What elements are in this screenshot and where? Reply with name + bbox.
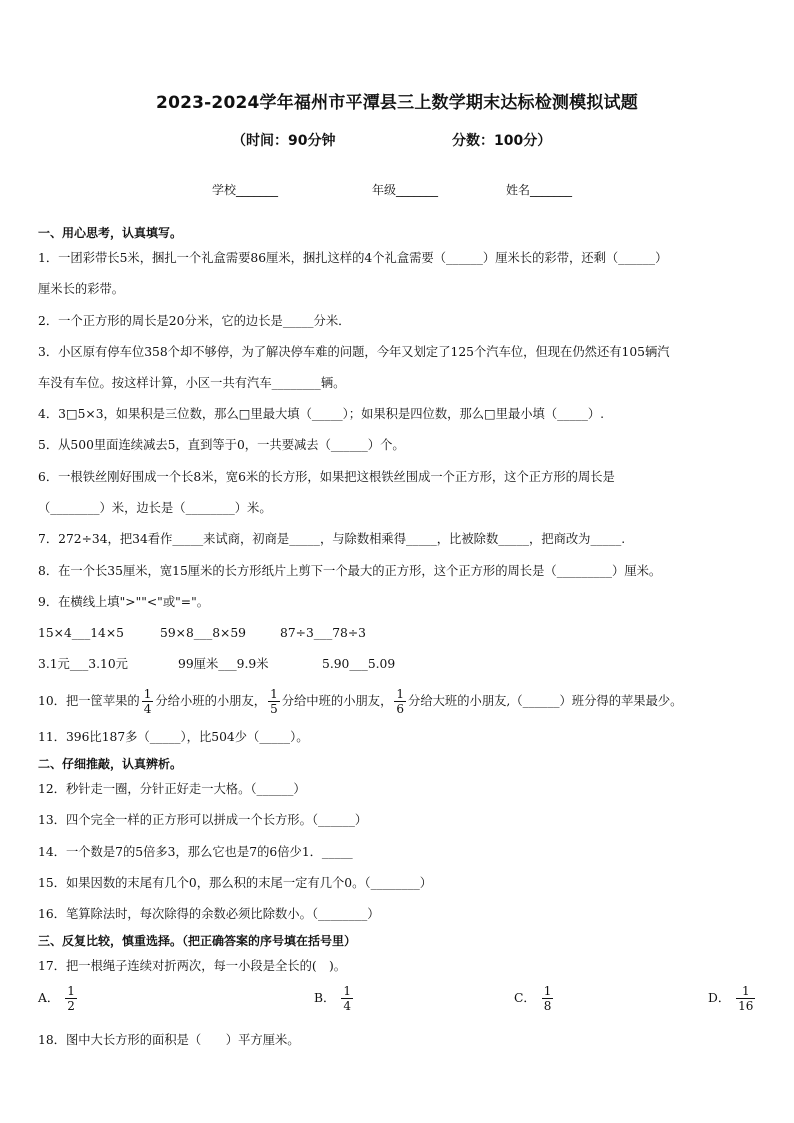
- question-16: 16．笔算除法时，每次除得的余数必须比除数小。（________）: [38, 907, 380, 921]
- question-15: 15．如果因数的末尾有几个0，那么积的末尾一定有几个0。（________）: [38, 876, 433, 890]
- question-1-line-1: 1．一团彩带长5米，捆扎一个礼盒需要86厘米，捆扎这样的4个礼盒需要（______）厘米长的彩带，还剩（______）: [38, 251, 668, 265]
- exam-time: （时间：90分钟: [232, 133, 336, 149]
- question-9: 9．在横线上填">""<"或"="。: [38, 595, 210, 609]
- grade-field[interactable]: 年级_______: [372, 183, 439, 197]
- q17-option-c[interactable]: C． $\frac{1}{8}$: [514, 984, 552, 1013]
- question-1-line-2: 厘米长的彩带。: [38, 282, 125, 296]
- question-7: 7．272÷34，把34看作_____来试商，初商是_____，与除数相乘得_____，比被除数_____，把商改为_____.: [38, 532, 626, 546]
- question-18: 18．图中大长方形的面积是（ ）平方厘米。: [38, 1033, 300, 1047]
- q9-item-2: 59×8___8×59: [160, 626, 246, 640]
- q17-option-b[interactable]: B． $\frac{1}{4}$: [314, 984, 351, 1013]
- q17-option-a[interactable]: A． $\frac{1}{2}$: [38, 984, 75, 1013]
- q10-fraction-3: $\frac{1}{6}$: [396, 687, 405, 716]
- q9-item-5: 99厘米___9.9米: [178, 657, 269, 671]
- section-3-heading: 三、反复比较，慎重选择。（把正确答案的序号填在括号里）: [38, 934, 357, 948]
- question-2: 2．一个正方形的周长是20分米，它的边长是_____分米．: [38, 314, 351, 328]
- q9-item-6: 5.90___5.09: [322, 657, 396, 671]
- question-3-line-1: 3．小区原有停车位358个却不够停，为了解决停车难的问题，今年又划定了125个汽车位，但现在仍然还有105辆汽: [38, 345, 670, 359]
- question-13: 13．四个完全一样的正方形可以拼成一个长方形。（______）: [38, 813, 368, 827]
- question-12: 12．秒针走一圈，分针正好走一大格。（______）: [38, 782, 306, 796]
- question-8: 8．在一个长35厘米，宽15厘米的长方形纸片上剪下一个最大的正方形，这个正方形的周长是（_________）厘米。: [38, 564, 662, 578]
- question-14: 14．一个数是7的5倍多3，那么它也是7的6倍少1．_____: [38, 845, 353, 859]
- question-6-line-2: （________）米，边长是（________）米。: [38, 501, 272, 515]
- question-5: 5．从500里面连续减去5，直到等于0，一共要减去（______）个。: [38, 438, 405, 452]
- q10-fraction-1: $\frac{1}{4}$: [143, 687, 152, 716]
- q9-item-4: 3.1元___3.10元: [38, 657, 128, 671]
- question-17: 17．把一根绳子连续对折两次，每一小段是全长的( )。: [38, 959, 347, 973]
- q9-item-1: 15×4___14×5: [38, 626, 124, 640]
- q10-part-4: 分给大班的小朋友,（______）班分得的苹果最少。: [408, 694, 683, 708]
- question-10: [38, 682, 682, 720]
- q10-fraction-2: $\frac{1}{5}$: [270, 687, 278, 716]
- page-title: 2023-2024学年福州市平潭县三上数学期末达标检测模拟试题: [156, 93, 638, 113]
- name-field[interactable]: 姓名_______: [506, 183, 573, 197]
- exam-score: 分数：100分）: [452, 133, 552, 149]
- q10-part-1: 10．把一筐苹果的: [38, 694, 140, 708]
- section-1-heading: 一、用心思考，认真填写。: [38, 226, 183, 240]
- q10-part-2: 分给小班的小朋友，: [155, 694, 267, 708]
- school-field[interactable]: 学校_______: [212, 183, 279, 197]
- section-2-heading: 二、仔细推敲，认真辨析。: [38, 757, 183, 771]
- question-3-line-2: 车没有车位。按这样计算，小区一共有汽车________辆。: [38, 376, 346, 390]
- q17-option-d[interactable]: D． $\frac{1}{16}$: [708, 984, 754, 1013]
- q10-part-3: 分给中班的小朋友，: [281, 694, 393, 708]
- question-6-line-1: 6．一根铁丝刚好围成一个长8米，宽6米的长方形，如果把这根铁丝围成一个正方形，这个正方形的周长是: [38, 470, 615, 484]
- question-11: 11．396比187多（_____），比504少（_____）。: [38, 730, 309, 744]
- q9-item-3: 87÷3___78÷3: [280, 626, 366, 640]
- question-4: 4．3□5×3，如果积是三位数，那么□里最大填（_____）；如果积是四位数，那么□里最小填（_____）.: [38, 407, 605, 421]
